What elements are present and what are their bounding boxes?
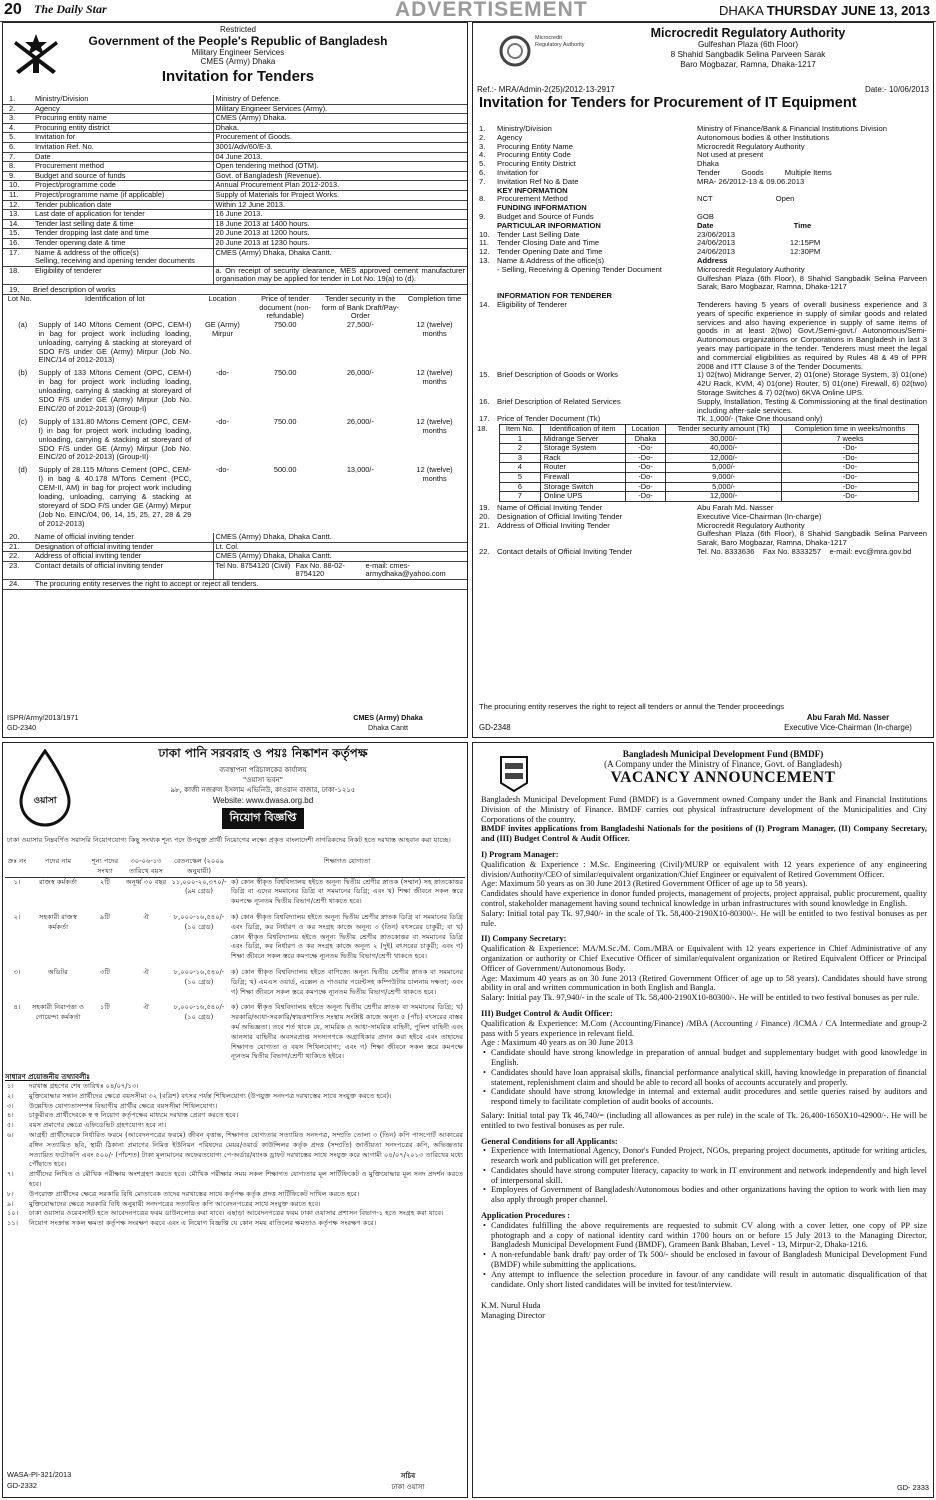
mra-row: 4. Procuring Entity Code Not used at present	[479, 150, 764, 160]
ao-requirements-list	[481, 1048, 927, 1107]
mra-row: 12. Tender Opening Date and Time 24/06/2013 12:30PM	[479, 247, 821, 257]
mra-info-table	[477, 125, 929, 424]
mra-row: 19. Name of Official Inviting Tender Abu Farah Md. Nasser	[479, 503, 774, 512]
mra-row: FUNDING INFORMATION	[497, 203, 587, 213]
mra-row: 21. Address of Official Inviting Tender Microcredit Regulatory Authority Gulfeshan Plaza (6th Floor), 8 Shahid Sangbadik Selina Parveen Sarak, Baro Mogbazar, Ramna, Dhaka-1217	[479, 520, 930, 548]
lot-header: Identification of lot	[85, 294, 145, 303]
mra-row: KEY INFORMATION	[497, 185, 568, 195]
bmdf-intro: Bangladesh Municipal Development Fund (BMDF) is a Government owned Company under the Bank and Financial Institutions Division of the Ministry of Finance. BMDF carries out physical infrastructure development of the Municipalities and City Corporations of the country.	[481, 795, 927, 824]
info-row: 3. Procuring entity name CMES (Army) Dhaka.	[3, 114, 467, 124]
wasa-post-row: ৪। সহকারী নিরাপত্তা ও গোয়েন্দা কর্মকর্তা ১টি ঐ ৮,০০০-১৬,৫৪০/- (১০ গ্রেড) ক) কোন স্বীকৃত বিশ্ববিদ্যালয় হইতে অনূন্য দ্বিতীয় শ্রেণীর স্নাতক বা সমমানের ডিগ্রি; খ) সরকারি/আধা-সরকারি/স্বায়ত্তশাসিত সংস্থায় সংশ্লিষ্ট কাজে অনূন্য ৫ (পাঁচ) বৎসরের বাস্তব কর্ম অভিজ্ঞতা। তবে শর্ত থাকে যে, সামরিক ও আধা-সামরিক বাহিনী, পুলিশ বাহিনী এবং আনসার বাহিনীর অবসরপ্রাপ্ত সদস্যগণকে অগ্রাধিকার প্রদান করা হইবে এবং তাহাদের শিক্ষাগত যোগ্যতা ও বয়স শিথিলযোগ্য; এবং গ) শিক্ষা জীবনে সকল স্তরে কমপক্ষে ন্যূনতম দ্বিতীয় বিভাগ/শ্রেণী থাকিতে হইবে।	[13, 1003, 463, 1061]
wasa-water-drop-logo-icon	[17, 749, 73, 827]
mra-title: Invitation for Tenders for Procurement of IT Equipment	[479, 95, 857, 111]
wasa-ref: WASA-PI-321/2013	[7, 1470, 72, 1479]
page-number: 20	[4, 1, 22, 18]
bmdf-gd-number: GD- 2333	[896, 1483, 929, 1492]
mra-row: - Selling, Receiving & Opening Tender Document Microcredit Regulatory Authority Gulfeshan Plaza (6th Floor), 8 Shahid Sangbadik Selina Parveen Sarak, Baro Mogbazar, Ramna, Dhaka-1217	[497, 264, 930, 292]
mra-row: 15. Brief Description of Goods or Works 1) 02(two) Midrange Server, 2) 01(one) Storage System, 3) 01(one) 42U Rack, KVM, 4) 01(one) Router, 5) 01(one) Firewall, 6) 02(two) Storage Switches & 7) 02(two) 6KVA Online UPS.	[479, 370, 930, 397]
wasa-condition: ৪। চাকুরীরত প্রার্থীদেরকে স্ব স্ব নিয়োগ কর্তৃপক্ষের মাধ্যমে দরখাস্ত প্রেরণ করতে হবে।	[7, 1111, 239, 1120]
cs-age: Age: Maximum 40 years as on 30 June 2013 (Retired Government Officer of age up to 58 years). Candidates should have strong ability in oral and written communication in both English and Bangla.	[481, 973, 927, 993]
signatory-place: Dhaka Cantt	[368, 723, 408, 732]
reserve-row: 24. The procuring entity reserves the right to accept or reject all tenders.	[3, 579, 467, 589]
mra-row: 10. Tender Last Selling Date 23/06/2013	[479, 229, 736, 239]
heading-application-procedures: Application Procedures :	[481, 1211, 571, 1221]
wasa-header: ক্রঃ নং	[5, 857, 29, 877]
signatory: CMES (Army) Dhaka	[353, 713, 423, 722]
info-row: 14. Tender last selling date & time 18 June 2013 at 1400 hours.	[3, 219, 467, 229]
item-header: Completion time in weeks/months	[781, 425, 918, 435]
heading-general-conditions: General Conditions for all Applicants:	[481, 1136, 618, 1146]
item-row: 5 Firewall -Do- 9,000/- -Do-	[500, 472, 919, 482]
lot-row: (b) Supply of 133 M/tons Cement (OPC, CEM-I) in bag for project work including loading, unloading, carrying & stacking at storeyard of SDO F/S under GE (Army) Mirpur (Job No. EINC/20 of 2012-2013) (Group-I) -do- 750.00 26,000/- 12 (twelve) months	[18, 368, 453, 413]
info-row: 20. Name of official inviting tender CMES (Army) Dhaka, Dhaka Cantt.	[3, 533, 467, 542]
item-row: 7 Online UPS -Do- 12,000/- -Do-	[500, 492, 919, 502]
mra-name: Microcredit Regulatory Authority	[650, 26, 846, 40]
info-row: 16. Tender opening date & time 20 June 2013 at 1230 hours.	[3, 238, 467, 248]
lot-row: (a) Supply of 140 M/tons Cement (OPC, CEM-I) in bag for project work including loading, unloading, carrying & stacking at storeyard of SDO F/S under GE (Army) Mirpur (Job No. EINC/14 of 2012-2013) GE (Army) Mirpur 750.00 27,500/- 12 (twelve) months	[18, 319, 453, 365]
bullet-item: • Candidate should have strong knowledge in internal and external audit procedures and settle queries raised by auditors and respond timely to facilitate completion of audit books of accounts.	[481, 1087, 927, 1107]
item-header: Identification of item	[540, 425, 625, 435]
info-row: 10. Project/programme code Annual Procurement Plan 2012-2013.	[3, 181, 467, 191]
mes-label: Military Engineer Services	[191, 48, 285, 57]
wasa-header: শিক্ষাগত যোগ্যতা	[229, 857, 465, 877]
info-row: 22. Address of official inviting tender CMES (Army) Dhaka, Dhaka Cantt.	[3, 552, 467, 562]
wasa-header: পদের নাম	[29, 857, 87, 877]
item-row: 2 Storage System -Do- 40,000/- -Do-	[500, 444, 919, 454]
wasa-building: "ওয়াসা ভবন"	[243, 776, 283, 784]
info-row: 5. Invitation for Procurement of Goods.	[3, 133, 467, 143]
wasa-website[interactable]: Website: www.dwasa.org.bd	[212, 796, 314, 805]
mra-address-2: 8 Shahid Sangbadik Selina Parveen Sarak	[670, 50, 826, 59]
item-table	[499, 424, 919, 502]
mra-tender-ad	[472, 22, 934, 738]
bullet-item: • Any attempt to influence the selection procedure in favour of any candidate will result in automatic disqualification of that candidate. Only short listed candidates will be invited for test/interview.	[481, 1270, 927, 1290]
lot-row: (d) Supply of 28.115 M/tons Cement (OPC, CEM-I) in bag & 40.178 M/Tons Cement (PCC, CEM-II, AM) in bag for project work including loading, unloading, carrying & stacking at storeyard of SDO F/S under GE (Army) Mirpur (Job No. EINC/04, 06, 14, 15, 25, 27, 28 & 29 of 2012-2013) -do- 500.00 13,000/- 12 (twelve) months	[18, 465, 453, 528]
pm-qualification: Qualification & Experience : M.Sc. Engineering (Civil)/MURP or equivalent with 12 years experience of any engineering division/Authority/CEO of similar/equivalent organization/Chief Engineer or equivalent of Retired Government Officer.	[481, 859, 927, 879]
mra-row: 17. Price of Tender Document (Tk) Tk. 1,000/- (Take One thousand only)	[479, 414, 823, 424]
bullet-item: • Candidates fulfilling the above requirements are requested to submit CV along with a cover letter, one copy of PP size photograph and a copy of national identity card within 1700 hours on or before 15 July 2013 to the Managing Director, Bangladesh Municipal Development Fund (BMDF), Grameen Bank Bhaban, Level - 13, Mirpur-2, Dhaka-1216.	[481, 1221, 927, 1250]
cmes-contact-table	[3, 533, 467, 590]
heading-company-secretary: II) Company Secretary:	[481, 934, 567, 944]
bmdf-signatory-title: Managing Director	[481, 1311, 545, 1321]
info-row: 2. Agency Military Engineer Services (Army).	[3, 104, 467, 114]
mra-row: 9. Budget and Source of Funds GOB	[479, 211, 714, 221]
wasa-conditions: সাধারণ প্রয়োজনীয় তথ্যাবলীঃ ১। দরখাস্ত গ্রহণের শেষ তারিখঃ ০৪/০৭/১৩। ২। মুক্তিযোদ্ধার সন্তান প্রার্থীদের ক্ষেত্রে বয়সসীমা ৩২ (বত্রিশ) বৎসর পর্যন্ত শিথিলযোগ্য (উপযুক্ত সনদপত্র দরখাস্তের সাথে সংযুক্ত করতে হবে)। ৩। উল্লেখিত যোগ্যতাসম্পন্ন বিভাগীয় প্রার্থীর ক্ষেত্রে বয়সসীমা শিথিলযোগ্য। ৪। চাকুরীরত প্রার্থীদেরকে স্ব স্ব নিয়োগ কর্তৃপক্ষের মাধ্যমে দরখাস্ত প্রেরণ করতে হবে। ৫। বয়স প্রমাণের ক্ষেত্রে এফিডেভিট গ্রহণযোগ্য হবে না। ৬। আগ্রহী প্রার্থীদেরকে নির্ধারিত ফরমে (আবেদনপত্রের ফরমে) জীবন বৃত্তান্ত, শিক্ষাগত যোগ্যতার সত্যায়িত সনদপত্র, সম্প্রতি তোলা ৩ (তিন) কপি পাসপোর্ট আকারের রঙ্গিন সত্যায়িত ছবি, স্থায়ী ঠিকানা প্রমাণের নিমিত্ত ইউনিয়ন পরিষদের মেয়র/ওয়ার্ড কাউন্সিলর কর্তৃক প্রদত্ত (সম্প্রতি) জাতীয়তা সনদপত্রের কপি, অভিজ্ঞতার সত্যায়িত ফটোকপি এবং ৫০০/- (পাঁচশত) টাকা মূল্যমানের অফেরতযোগ্য পে-অর্ডার/ব্যাংক ড্রাফট দরখাস্তের সাথে সংযুক্ত করে আগামী ০৪/০৭/২০১৩ তারিখের মধ্যে পৌঁছাতে হবে। ৭। প্রার্থীদের লিখিত ও মৌখিক পরীক্ষায় অংশগ্রহণ করতে হবে। মৌখিক পরীক্ষার সময় সকল শিক্ষাগত যোগ্যতার মূল সার্টিফিকেট ও মুক্তিযোদ্ধার মূল সনদ প্রদর্শন করতে হবে। ৮। উপরোক্ত প্রার্থীদের ক্ষেত্রে সরকারি বিধি মোতাবেক তাদের দরখাস্তের সাথে কর্তৃপক্ষ কর্তৃক প্রদত্ত সার্টিফিকেট দাখিল করতে হবে। ৯। মুক্তিযোদ্ধাদের ক্ষেত্রে সরকারি বিধি অনুযায়ী সনদপত্রের সত্যায়িত কপি আবেদনপত্রের সাথে সংযুক্ত করতে হবে। ১০। ঢাকা ওয়াসার ওয়েবসাইট হতে আবেদনপত্রের ফরম ডাউনলোড করা যাবে। এছাড়া আবেদনপত্রের ফরম ঢাকা ওয়াসার প্রশাসন বিভাগ-১ হতে সংগ্রহ করা যাবে। ১১। নিয়োগ সংক্রান্ত সকল ক্ষমতা কর্তৃপক্ষ সংরক্ষণ করবে এবং এ নিয়োগ বিজ্ঞপ্তি যে কোন সময় বাতিলের ক্ষমতাও কর্তৃপক্ষ সংরক্ষণ করে।	[5, 1073, 463, 1228]
cs-salary: Salary: Initial pay Tk. 97,940/- in the scale of Tk. 58,400-2190X10-80300/-. He will be entitled to two festival bonuses as per rule.	[481, 993, 920, 1003]
bmdf-logo-icon	[499, 755, 529, 793]
bmdf-body	[481, 795, 927, 1321]
wasa-header: বেতনস্কেল (২০০৯ অনুযায়ী)	[169, 857, 229, 877]
tender-title: Invitation for Tenders	[161, 68, 315, 85]
mra-row: 13. Name & Address of the office(s) Address	[479, 255, 728, 265]
wasa-title: ঢাকা পানি সরবরাহ ও পয়ঃ নিষ্কাশন কর্তৃপক্ষ	[158, 746, 368, 760]
info-row: 8. Procurement method Open tendering method (OTM).	[3, 162, 467, 172]
cmes-tender-ad	[2, 22, 468, 738]
mra-row: 3. Procuring Entity Name Microcredit Regulatory Authority	[479, 141, 805, 151]
cs-qualification: Qualification & Experience: MA/M.Sc./M. Com./MBA or Equivalent with 12 years experience in Chief Administrative of any organization or authority or Chief Executive Officer of similar/equivalent organization or Retired Equivalent Officer or Principal Officer of Government/Autonomous Body.	[481, 944, 927, 973]
mra-address-3: Baro Mogbazar, Ramna, Dhaka-1217	[680, 60, 816, 69]
mra-signatory-title: Executive Vice-Chairman (In-charge)	[784, 723, 912, 732]
bmdf-title: VACANCY ANNOUNCEMENT	[610, 769, 836, 786]
lot-header: Lot No.	[7, 294, 32, 303]
wasa-posts-table	[5, 857, 465, 1068]
lot-header: Location	[208, 294, 237, 303]
mra-address-1: Gulfeshan Plaza (6th Floor)	[697, 40, 799, 49]
wasa-condition: ১০। ঢাকা ওয়াসার ওয়েবসাইট হতে আবেদনপত্রের ফরম ডাউনলোড করা যাবে। এছাড়া আবেদনপত্রের ফরম ঢাকা ওয়াসার প্রশাসন বিভাগ-১ হতে সংগ্রহ করা যাবে।	[7, 1209, 444, 1218]
gd-number: GD-2340	[7, 723, 37, 732]
mra-gd-number: GD-2348	[479, 723, 511, 732]
bmdf-vacancy-ad	[472, 742, 934, 1498]
lot-header: Completion time	[407, 294, 462, 303]
cmes-lot-section: 19. Brief description of works Lot No. Identification of lot Location Price of tender document (non-refundable) Tender security in the form of Bank Draft/Pay-Order Completion time (a) Supply of 140 M/tons Cement (OPC, CEM-I) in bag for project work including loading, unloading, carrying & stacking at storeyard of SDO F/S under GE (Army) Mirpur (Job No. EINC/14 of 2012-2013) GE (Army) Mirpur 750.00 27,500/- 12 (twelve) months (b) Supply of 133 M/tons Cement (OPC, CEM-I) in bag for project work including loading, unloading, carrying & stacking at storeyard of SDO F/S under GE (Army) Mirpur (Job No. EINC/20 of 2012-2013) (Group-I) -do- 750.00 26,000/- 12 (twelve) months (c) Supply of 131.80 M/tons Cement (OPC, CEM-I) in bag for project work including loading, unloading, carrying & stacking at storeyard of SDO F/S under GE (Army) Mirpur (Job No. EINC/20 of 2012-2013) (Group-II) -do- 750.00 26,000/- 12 (twelve) months (d) Supply of 28.115 M/tons Cement (OPC, CEM-I) in bag & 40.178 M/Tons Cement (PCC, CEM-II, AM) in bag for project work including loading, unloading, carrying & stacking at storeyard of SDO F/S under GE (Army) Mirpur (Job No. EINC/04, 06, 14, 15, 25, 27, 28 & 29 of 2012-2013) -do- 500.00 13,000/- 12 (twelve) months	[3, 285, 467, 533]
wasa-address: ৯৮, কাজী নজরুল ইসলাম এভিনিউ, কাওরান বাজার, ঢাকা-১২১৫	[170, 786, 356, 794]
wasa-condition: ৮। উপরোক্ত প্রার্থীদের ক্ষেত্রে সরকারি বিধি মোতাবেক তাদের দরখাস্তের সাথে কর্তৃপক্ষ কর্তৃক প্রদত্ত সার্টিফিকেট দাখিল করতে হবে।	[7, 1189, 360, 1198]
info-row: 15. Tender dropping last date and time 20 June 2013 at 1200 hours.	[3, 229, 467, 239]
info-row: 7. Date 04 June 2013.	[3, 152, 467, 162]
wasa-post-row: ১। রাজস্ব কর্মকর্তা ২টি অনূর্ধ্ব ৩০ বছর ১১,০০০-২০,৩৭০/- (৯ম গ্রেড) ক) কোন স্বীকৃত বিশ্ববিদ্যালয় হইতে অনূন্য দ্বিতীয় শ্রেণীর স্নাতক (সম্মান) সহ স্নাতকোত্তর ডিগ্রি বা এদের সমমানের ডিগ্রি বা সমমানের ডিগ্রি; এবং খ) শিক্ষা জীবনে সকল স্তরে কমপক্ষে ন্যূনতম দ্বিতীয় বিভাগ/শ্রেণী থাকতে হবে।	[13, 877, 463, 906]
wasa-header: শূন্য পদের সংখ্যা	[87, 857, 123, 877]
mra-logo-text: Microcredit Regulatory Authority	[535, 35, 585, 48]
mra-ref: Ref.:- MRA/Admin-2(25)/2012-13-2917	[477, 85, 615, 94]
wasa-condition: ৬। আগ্রহী প্রার্থীদেরকে নির্ধারিত ফরমে (আবেদনপত্রের ফরমে) জীবন বৃত্তান্ত, শিক্ষাগত যোগ্যতার সত্যায়িত সনদপত্র, সম্প্রতি তোলা ৩ (তিন) কপি পাসপোর্ট আকারের রঙ্গিন সত্যায়িত ছবি, স্থায়ী ঠিকানা প্রমাণের নিমিত্ত ইউনিয়ন পরিষদের মেয়র/ওয়ার্ড কাউন্সিলর কর্তৃক প্রদত্ত (সম্প্রতি) জাতীয়তা সনদপত্রের কপি, অভিজ্ঞতার সত্যায়িত ফটোকপি এবং ৫০০/- (পাঁচশত) টাকা মূল্যমানের অফেরতযোগ্য পে-অর্ডার/ব্যাংক ড্রাফট দরখাস্তের সাথে সংযুক্ত করে আগামী ০৪/০৭/২০১৩ তারিখের মধ্যে পৌঁছাতে হবে।	[7, 1130, 463, 1169]
info-row: 12. Tender publication date Within 12 June 2013.	[3, 200, 467, 210]
lot-header: Tender security in the form of Bank Draft/Pay-Order	[321, 294, 399, 321]
wasa-condition: ৯। মুক্তিযোদ্ধাদের ক্ষেত্রে সরকারি বিধি অনুযায়ী সনদপত্রের সত্যায়িত কপি আবেদনপত্রের সাথে সংযুক্ত করতে হবে।	[7, 1199, 321, 1208]
contact-row: 23. Contact details of official inviting tender Tel No. 8754120 (Civil) Fax No. 88-02-8754120 e-mail: cmes-armydhaka@yahoo.com	[3, 561, 467, 579]
wasa-signatory-org: ঢাকা ওয়াসা	[391, 1483, 425, 1491]
wasa-condition: ৩। উল্লেখিত যোগ্যতাসম্পন্ন বিভাগীয় প্রার্থীর ক্ষেত্রে বয়সসীমা শিথিলযোগ্য।	[7, 1101, 218, 1110]
bangladesh-army-emblem-icon	[11, 31, 61, 77]
wasa-condition: ১১। নিয়োগ সংক্রান্ত সকল ক্ষমতা কর্তৃপক্ষ সংরক্ষণ করবে এবং এ নিয়োগ বিজ্ঞপ্তি যে কোন সময় বাতিলের ক্ষমতাও কর্তৃপক্ষ সংরক্ষণ করে।	[7, 1219, 377, 1228]
wasa-post-row: ২। সহকারী রাজস্ব কর্মকর্তা ৯টি ঐ ৮,০০০-১৬,৫৪০/- (১০ গ্রেড) ক) কোন স্বীকৃত বিশ্ববিদ্যালয় হইতে অনূন্য দ্বিতীয় শ্রেণীর স্নাতক ডিগ্রি বা সমমানের ডিগ্রি এবং ডিগ্রি, কর নির্ধারণ ও কর সংগ্রহ কাজে অনূন্য ৩ (তিন) বৎসরের চাকুরী; বা খ) কোন স্বীকৃত বিশ্ববিদ্যালয় হইতে অনূন্য দ্বিতীয় শ্রেণীর স্নাতকোত্তর বা সমমানের ডিগ্রি এবং ডিগ্রি, কর নির্ধারণ ও কর সংগ্রহ কাজে অনূন্য ২ (দুই) বৎসরের চাকুরী; এবং গ) শিক্ষা জীবনে সকল স্তরে কমপক্ষে ন্যূনতম দ্বিতীয় বিভাগ/শ্রেণী থাকতে হবে।	[13, 912, 463, 961]
mra-row: 14. Eligibility of Tenderer Tenderers having 5 years of overall business experience and 3 years of specific experience in supply of similar goods and related services and also having experience in supply of same items of goods in at least 2(two) Govt./Semi-govt./ Autonomous/Semi-Autonomous organizations or Corporations in Bangladesh in last 3 years may participate in the tender. Tenderers must meet the legal and commercial eligibilities as required by Rules 48 & 49 of PPR 2008 and ITT Clause 3 of the Tender Documents.	[479, 299, 930, 371]
info-row: 18. Eligibility of tenderer a. On receipt of security clearance, MES approved cement manufacturer organisation may be applied for tender in Lot No. 19(a) to (d).	[3, 266, 467, 284]
cmes-info-table	[3, 95, 467, 285]
item-header: Item No.	[500, 425, 541, 435]
mra-row: 5. Procuring Entity District Dhaka	[479, 159, 719, 169]
info-row: 4. Procuring entity district Dhaka.	[3, 123, 467, 133]
general-conditions-list	[481, 1146, 927, 1205]
issue-date: DHAKA THURSDAY JUNE 13, 2013	[718, 3, 930, 18]
mra-row: 1. Ministry/Division Ministry of Finance/Bank & Financial Institutions Division	[479, 124, 887, 133]
bmdf-signatory: K.M. Nurul Huda	[481, 1301, 541, 1311]
mra-signatory: Abu Farah Md. Nasser	[806, 713, 890, 722]
wasa-condition: ২। মুক্তিযোদ্ধার সন্তান প্রার্থীদের ক্ষেত্রে বয়সসীমা ৩২ (বত্রিশ) বৎসর পর্যন্ত শিথিলযোগ্য (উপযুক্ত সনদপত্র দরখাস্তের সাথে সংযুক্ত করতে হবে)।	[7, 1091, 392, 1100]
info-row: 11. Project/programme name (if applicable) Supply of Materials for Project Works.	[3, 190, 467, 200]
mra-row: 20. Designation of Official Inviting Tender Executive Vice-Chairman (In-charge)	[479, 511, 822, 521]
mra-row: 6. Invitation for Tender Goods Multiple Items	[479, 167, 832, 177]
bullet-item: • Candidates should have strong computer literacy, capacity to work in IT environment and network independently and high level of interpersonal skill.	[481, 1166, 927, 1186]
item-row: 3 Rack -Do- 12,000/- -Do-	[500, 453, 919, 463]
pm-candidates: Candidates should have experience in donor funded projects, management of projects, project appraisal, public procurement, quality control, stakeholder management having sound technical knowledge in urban infrastructures with sound knowledge in English.	[481, 889, 927, 908]
wasa-logo-text: ওয়াসা	[33, 796, 57, 806]
application-procedures-list	[481, 1221, 927, 1290]
wasa-sub: ব্যবস্থাপনা পরিচালকের কার্যালয়	[219, 766, 307, 774]
bullet-item: • Employees of Government of Bangladesh/Autonomous bodies and other organizations having the option to work with lien may also apply through proper channel.	[481, 1185, 927, 1205]
bullet-item: • Candidate should have strong knowledge in preparation of annual budget and supplementary budget with good knowledge in English.	[481, 1048, 927, 1068]
ao-age: Age : Maximum 40 years as on 30 June 2013	[481, 1038, 633, 1048]
mra-row: INFORMATION FOR TENDERER	[497, 291, 613, 301]
mra-row: PARTICULAR INFORMATION Date Time	[497, 220, 812, 230]
government-title: Government of the People's Republic of Bangladesh	[88, 34, 388, 48]
wasa-condition: ৭। প্রার্থীদের লিখিত ও মৌখিক পরীক্ষায় অংশগ্রহণ করতে হবে। মৌখিক পরীক্ষার সময় সকল শিক্ষাগত যোগ্যতার মূল সার্টিফিকেট ও মুক্তিযোদ্ধার মূল সনদ প্রদর্শন করতে হবে।	[7, 1170, 463, 1188]
info-row: 13. Last date of application for tender 16 June 2013.	[3, 210, 467, 220]
ao-salary: Salary: Initial total pay Tk 46,740/= (including all allowances as per rule) in the scale of Tk. 26,400-1650X10-42900/-. He will be entitled to two festival bonuses as per rule.	[481, 1110, 927, 1130]
item-header: Location	[625, 425, 666, 435]
wasa-header: ৩০-০৬-১৩ তারিখে বয়স	[123, 857, 169, 877]
mra-contact-table	[477, 504, 929, 557]
newspaper-header	[0, 0, 936, 22]
bmdf-sub: (A Company under the Ministry of Finance, Govt. of Bangladesh)	[604, 759, 842, 769]
mra-row: 7. Invitation Ref No & Date MRA- 26/2012-13 & 09.06.2013	[479, 176, 805, 186]
ao-qualification: Qualification & Experience: M.Com (Accounting/Finance) /MBA (Accounting / Finance) /ICMA / CA Intermediate and group-2 pass with 5 years experience in relevant field.	[481, 1018, 927, 1038]
mra-items-section: 18. Item No. Identification of item Location Tender security amount (Tk) Completion time in weeks/months 1 Midrange Server Dhaka 30,000/- 7 weeks 2 Storage System -Do- 40,000/- -Do- 3 Rack -Do- 12,000/- -Do- 4 Router -Do- 5,000/- -Do- 5 Firewall -Do- 9,000/- -Do- 6 Storage Switch -Do- 5,000/- -Do- 7 Online UPS -Do- 12,000/- -Do-	[477, 424, 929, 502]
wasa-recruitment-ad	[2, 742, 468, 1498]
mra-date: Date:- 10/06/2013	[864, 85, 929, 94]
info-row: 17. Name & address of the office(s) Selling, receiving and opening tender documents CMES (Army) Dhaka, Dhaka Cantt.	[3, 248, 467, 266]
ispr-ref: ISPR/Army/2013/1971	[7, 713, 79, 722]
mra-row: 22. Contact details of Official Inviting Tender Tel. No. 8333636 Fax No. 8333257 e-mail: evc@mra.gov.bd	[479, 546, 912, 556]
mra-row: 11. Tender Closing Date and Time 24/06/2013 12:15PM	[479, 238, 821, 248]
bullet-item: • Experience with International Agency, Donor's Funded Project, NGOs, preparing project documents, aptitude for writing articles, research work and publication will get preference.	[481, 1146, 927, 1166]
info-row: 9. Budget and source of funds Govt. of Bangladesh (Revenue).	[3, 171, 467, 181]
bmdf-name: Bangladesh Municipal Development Fund (BMDF)	[622, 749, 824, 759]
bullet-item: • A non-refundable bank draft/ pay order of Tk 500/- should be enclosed in favour of Bangladesh Municipal Development Fund (BMDF) while submitting the applications.	[481, 1250, 927, 1270]
wasa-intro: ঢাকা ওয়াসার নিম্নবর্ণিত সরাসরি নিয়োগযোগ্য কিছু সংখ্যক শূন্য পদে উপযুক্ত প্রার্থী নিয়োগের লক্ষ্যে প্রকৃত বাংলাদেশী নাগরিকদের নিকট হতে দরখাস্ত আহবান করা যাচ্ছে।	[7, 836, 451, 844]
mra-row: 8. Procurement Method NCT Open	[479, 194, 795, 204]
heading-program-manager: I) Program Manager:	[481, 849, 559, 859]
wasa-signatory: সচিব	[400, 1472, 416, 1480]
wasa-condition: ৫। বয়স প্রমাণের ক্ষেত্রে এফিডেভিট গ্রহণযোগ্য হবে না।	[7, 1121, 167, 1130]
info-row: 1. Ministry/Division Ministry of Defence.	[3, 95, 467, 104]
pm-salary: Salary: Initial total pay Tk. 97,940/- in the scale of Tk. 58,400-2190X10-80300/-. He will be entitled to two festival bonuses as per rule.	[481, 908, 927, 928]
lot-table	[3, 295, 467, 533]
mra-footer-note: The procuring entity reserves the right to reject all tenders or annul the Tender proceedings	[479, 702, 785, 711]
masthead: The Daily Star	[34, 2, 107, 16]
bmdf-positions: BMDF invites applications from Bangladeshi Nationals for the positions of (I) Program Manager, (II) Company Secretary, and (III) Budget Control & Audit Officer.	[481, 824, 927, 844]
wasa-condition: ১। দরখাস্ত গ্রহণের শেষ তারিখঃ ০৪/০৭/১৩।	[7, 1082, 139, 1090]
lot-header: Price of tender document (non-refundable)	[259, 294, 312, 321]
section-title: ADVERTISEMENT	[395, 0, 588, 21]
info-row: 6. Invitation Ref. No. 3001/Adv/60/E-3.	[3, 142, 467, 152]
mra-row: 16. Brief Description of Related Services Supply, Installation, Testing & Commissioning at the final destination including after-sale services.	[479, 396, 930, 415]
item-row: 4 Router -Do- 5,000/- -Do-	[500, 463, 919, 473]
restricted-label: Restricted	[219, 25, 256, 34]
wasa-gd-number: GD-2332	[7, 1481, 37, 1490]
lot-row: (c) Supply of 131.80 M/tons Cement (OPC, CEM-I) in bag for project work including loading, unloading, carrying & stacking at storeyard of SDO F/S under GE (Army) Mirpur (Job No. EINC/20 of 2012-2013) (Group-II) -do- 750.00 26,000/- 12 (twelve) months	[18, 416, 453, 462]
item-row: 1 Midrange Server Dhaka 30,000/- 7 weeks	[500, 434, 919, 444]
item-row: 6 Storage Switch -Do- 5,000/- -Do-	[500, 482, 919, 492]
heading-audit-officer: III) Budget Control & Audit Officer:	[481, 1008, 613, 1018]
item-header: Tender security amount (Tk)	[666, 425, 782, 435]
mra-row: 2. Agency Autonomous bodies & other Institutions	[479, 132, 830, 142]
wasa-post-row: ৩। অডিটর ৩টি ঐ ৮,০০০-১৬,৫৪০/- (১০ গ্রেড) ক) কোন স্বীকৃত বিশ্ববিদ্যালয় হইতে বাণিজ্যে অনূন্য দ্বিতীয় শ্রেণীর স্নাতক বা সমমানের ডিগ্রি; খ) এমএস ওয়ার্ড, এক্সেল ও পাওয়ার পয়েন্টসহ কম্পিউটার চালনায় দক্ষতা; এবং গ) শিক্ষা জীবনে সকল স্তরে কমপক্ষে ন্যূনতম দ্বিতীয় বিভাগ/শ্রেণী থাকতে হবে।	[13, 967, 463, 996]
office-label: CMES (Army) Dhaka	[200, 57, 276, 66]
bullet-item: • Candidates should have loan appraisal skills, financial performance analytical skill, having knowledge in preparation of financial statement, replenishment claim and should be able to record all books of accounts accurately and properly.	[481, 1068, 927, 1088]
pm-age: Age: Maximum 50 years as on 30 June 2013 (Retired Government Officer of age up to 58 years).	[481, 879, 808, 889]
info-row: 21. Designation of official inviting tender Lt. Col.	[3, 542, 467, 552]
wasa-notice-title: নিয়োগ বিজ্ঞপ্তি	[222, 808, 305, 829]
